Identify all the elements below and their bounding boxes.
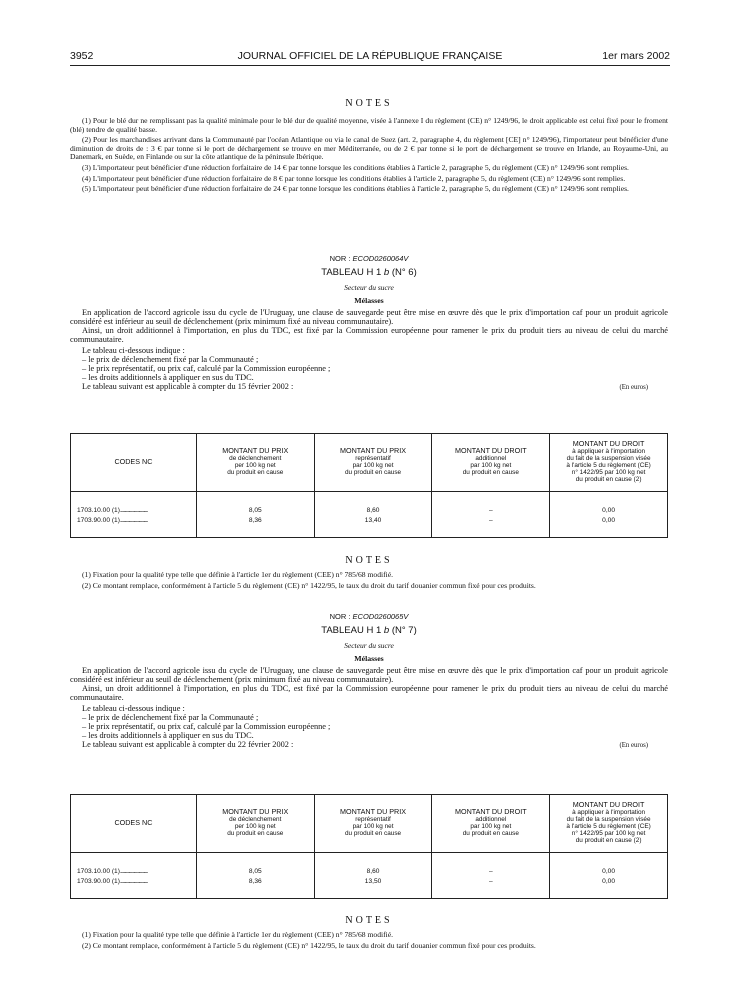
note-item: (1) Pour le blé dur ne remplissant pas la qualité minimale pour le blé dur de qualité moyenne, visée à l'annexe I du règlement (CE) n° 1249/96, le droit applicable est celui fixé pour le froment (blé) tendre de qualité basse. <box>70 116 668 134</box>
notes-section-1 <box>70 555 668 592</box>
column-header: MONTANT DU PRIX de déclenchement per 100 kg net du produit en cause <box>196 434 314 492</box>
notes-top <box>70 98 668 196</box>
table-cell: 0,00 <box>602 868 616 875</box>
nor-reference: NOR : ECOD0260065V <box>329 612 409 621</box>
page-number: 3952 <box>70 50 94 62</box>
column-header: CODES NC <box>71 795 197 853</box>
header-rule <box>70 65 670 66</box>
paragraph: Ainsi, un droit additionnel à l'importation, en plus du TDC, est fixé par la Commission européenne pour ramener le prix du produit tiers au niveau de celui du marché communautaire. <box>70 326 668 344</box>
page-header <box>70 50 670 64</box>
table-cell: 8,60 <box>366 507 380 514</box>
product-title: Mélasses <box>354 296 384 305</box>
list-item: – le prix représentatif, ou prix caf, calculé par la Commission européenne ; <box>82 364 331 373</box>
table-cell: – <box>488 868 493 875</box>
table-cell: 1703.90.00 (1) <box>77 878 120 885</box>
note-item: (2) Pour les marchandises arrivant dans la Communauté par l'océan Atlantique ou via le canal de Suez (art. 2, paragraphe 4, du règlement [CE] n° 1249/96), l'importateur peut bénéficier d'une diminution de droits de : 3 € par tonne si le port de déchargement se trouve en mer Méditerranée, ou de 2 € par tonne si le port de déchargement se trouve en Irlande, au Royaume-Uni, au Danemark, en Suède, en Finlande ou sur la côte atlantique de la péninsule Ibérique. <box>70 135 668 162</box>
product-title: Mélasses <box>354 654 384 663</box>
paragraph: Ainsi, un droit additionnel à l'importation, en plus du TDC, est fixé par la Commission européenne pour ramener le prix du produit tiers au niveau de celui du marché communautaire. <box>70 684 668 702</box>
column-header: MONTANT DU DROIT à appliquer à l'importation du fait de la suspension visée à l'article 5 du règlement (CE) n° 1422/95 par 100 kg net du produit en cause (2) <box>550 795 668 853</box>
note-item: (5) L'importateur peut bénéficier d'une réduction forfaitaire de 24 € par tonne lorsque les conditions établies à l'article 2, paragraphe 5, du règlement (CE) n° 1249/96 sont remplies. <box>82 184 629 194</box>
nor-reference: NOR : ECOD0260064V <box>329 254 409 263</box>
data-table <box>70 433 668 538</box>
section-tableau-7 <box>70 612 668 749</box>
notes-heading: NOTES <box>345 555 393 566</box>
table-cell: 8,05 <box>248 507 262 514</box>
table-cell: 8,36 <box>248 878 262 885</box>
list-item: – le prix de déclenchement fixé par la Communauté ; <box>82 713 259 722</box>
data-table <box>70 794 668 899</box>
section-tableau-6 <box>70 254 668 391</box>
column-header: MONTANT DU PRIX représentatif par 100 kg net du produit en cause <box>314 434 432 492</box>
sector-title: Secteur du sucre <box>344 641 394 650</box>
column-header: MONTANT DU PRIX représentatif par 100 kg net du produit en cause <box>314 795 432 853</box>
notes-heading: NOTES <box>345 915 393 926</box>
notes-section-2 <box>70 915 668 952</box>
note-item: (1) Fixation pour la qualité type telle que définie à l'article 1er du règlement (CEE) n° 785/68 modifié. <box>82 570 394 579</box>
column-header: MONTANT DU DROIT additionnel par 100 kg net du produit en cause <box>432 434 550 492</box>
unit-label: (En euros) <box>619 742 648 749</box>
table-row: 1703.10.00 (1)................................. 1703.90.00 (1)................................. 8,05 8,36 8,60 13,50 – – 0,00 0,00 <box>71 853 668 899</box>
note-item: (1) Fixation pour la qualité type telle que définie à l'article 1er du règlement (CEE) n° 785/68 modifié. <box>82 930 394 939</box>
table-cell: – <box>488 507 493 514</box>
table-cell: – <box>488 517 493 524</box>
table-cell: 8,36 <box>248 517 262 524</box>
list-intro: Le tableau ci-dessous indique : <box>82 704 185 713</box>
table-intro <box>70 740 668 749</box>
notes-heading: NOTES <box>345 98 393 109</box>
paragraph: En application de l'accord agricole issu du cycle de l'Uruguay, une clause de sauvegarde peut être mise en œuvre dès que le prix d'importation caf pour un produit agricole considéré est inférieur au seuil de déclenchement (prix minimum fixé au niveau communautaire). <box>70 308 668 326</box>
table-cell: 13,50 <box>364 878 382 885</box>
sector-title: Secteur du sucre <box>344 283 394 292</box>
table-cell: 0,00 <box>602 517 616 524</box>
table-cell: 1703.90.00 (1) <box>77 517 120 524</box>
column-header: MONTANT DU DROIT additionnel par 100 kg net du produit en cause <box>432 795 550 853</box>
table-cell: 0,00 <box>602 878 616 885</box>
list-item: – les droits additionnels à appliquer en sus du TDC. <box>82 731 254 740</box>
table-cell: 8,05 <box>248 868 262 875</box>
list-item: – le prix de déclenchement fixé par la Communauté ; <box>82 355 259 364</box>
table-cell: 13,40 <box>364 517 382 524</box>
note-item: (2) Ce montant remplace, conformément à l'article 5 du règlement (CE) n° 1422/95, le taux du droit du tarif douanier commun fixé pour ces produits. <box>82 940 536 950</box>
note-item: (2) Ce montant remplace, conformément à l'article 5 du règlement (CE) n° 1422/95, le taux du droit du tarif douanier commun fixé pour ces produits. <box>82 580 536 590</box>
table-intro <box>70 382 668 391</box>
table-cell: – <box>488 878 493 885</box>
unit-label: (En euros) <box>619 384 648 391</box>
applicable-date: Le tableau suivant est applicable à compter du 15 février 2002 : <box>82 382 294 391</box>
table-row: 1703.10.00 (1)................................. 1703.90.00 (1)................................. 8,05 8,36 8,60 13,40 – – 0,00 0,00 <box>71 492 668 538</box>
table-cell: 1703.10.00 (1) <box>77 868 120 875</box>
paragraph: En application de l'accord agricole issu du cycle de l'Uruguay, une clause de sauvegarde peut être mise en œuvre dès que le prix d'importation caf pour un produit agricole considéré est inférieur au seuil de déclenchement (prix minimum fixé au niveau communautaire). <box>70 666 668 684</box>
note-item: (4) L'importateur peut bénéficier d'une réduction forfaitaire de 8 € par tonne lorsque les conditions établies à l'article 2, paragraphe 5, du règlement (CE) n° 1249/96 sont remplies. <box>82 173 626 183</box>
list-item: – les droits additionnels à appliquer en sus du TDC. <box>82 373 254 382</box>
table-header-row <box>71 434 668 492</box>
table-cell: 8,60 <box>366 868 380 875</box>
column-header: CODES NC <box>71 434 197 492</box>
applicable-date: Le tableau suivant est applicable à compter du 22 février 2002 : <box>82 740 294 749</box>
tableau-title: TABLEAU H 1 b (N° 7) <box>321 625 417 636</box>
list-intro: Le tableau ci-dessous indique : <box>82 346 185 355</box>
note-item: (3) L'importateur peut bénéficier d'une réduction forfaitaire de 14 € par tonne lorsque les conditions établies à l'article 2, paragraphe 5, du règlement (CE) n° 1249/96 sont remplies. <box>82 162 629 172</box>
table-cell: 0,00 <box>602 507 616 514</box>
column-header: MONTANT DU DROIT à appliquer à l'importation du fait de la suspension visée à l'article 5 du règlement (CE) n° 1422/95 par 100 kg net du produit en cause (2) <box>550 434 668 492</box>
issue-date: 1er mars 2002 <box>602 50 670 62</box>
journal-title: JOURNAL OFFICIEL DE LA RÉPUBLIQUE FRANÇAISE <box>237 50 503 62</box>
table-cell: 1703.10.00 (1) <box>77 507 120 514</box>
list-item: – le prix représentatif, ou prix caf, calculé par la Commission européenne ; <box>82 722 331 731</box>
table-header-row <box>71 795 668 853</box>
tableau-title: TABLEAU H 1 b (N° 6) <box>321 267 417 278</box>
column-header: MONTANT DU PRIX de déclenchement per 100 kg net du produit en cause <box>196 795 314 853</box>
